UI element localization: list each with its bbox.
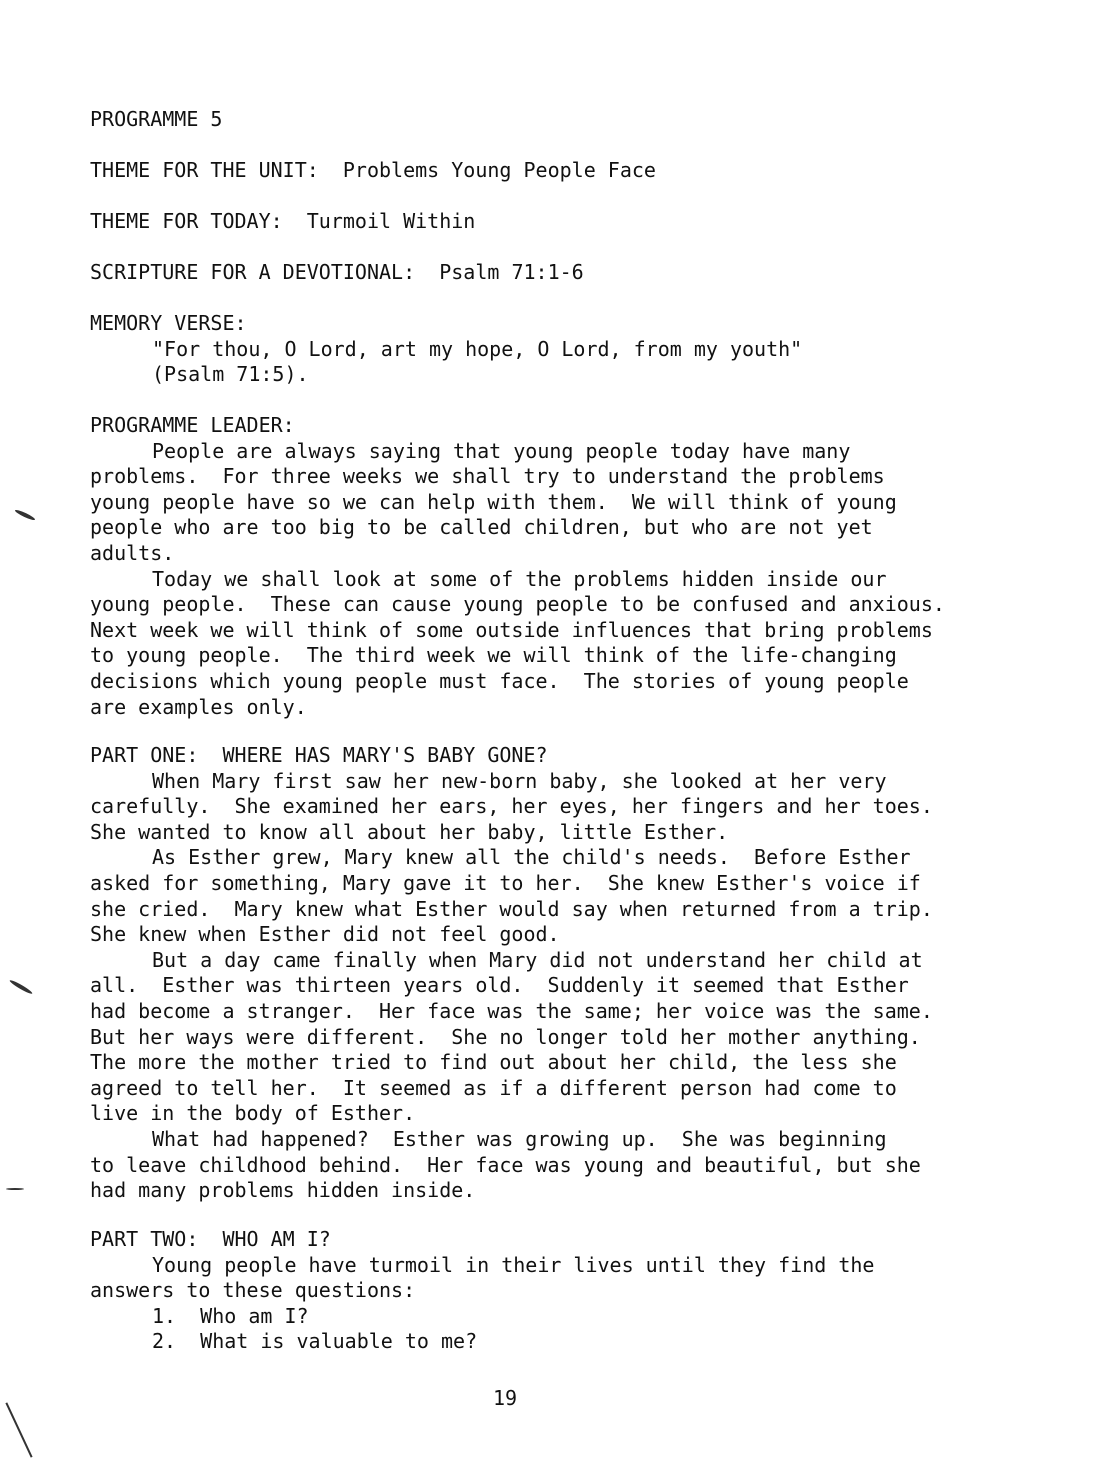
part-two-heading: PART TWO: WHO AM I?	[90, 1227, 331, 1251]
part-one	[90, 743, 990, 1204]
paragraph-line: people who are too big to be called children, but who are not yet	[90, 515, 873, 540]
paragraph-line: The more the mother tried to find out about her child, the less she	[90, 1050, 897, 1075]
scripture	[90, 260, 990, 286]
paragraph-line: Next week we will think of some outside influences that bring problems	[90, 617, 933, 642]
paragraph-line: She wanted to know all about her baby, little Esther.	[90, 819, 729, 844]
paragraph-line: People are always saying that young people today have many	[152, 438, 851, 463]
theme-today	[90, 209, 990, 235]
paragraph-line: had many problems hidden inside.	[90, 1178, 476, 1203]
paragraph-line: live in the body of Esther.	[90, 1101, 416, 1126]
paragraph-line: She knew when Esther did not feel good.	[90, 922, 560, 947]
paragraph-line: young people have so we can help with them. We will think of young	[90, 489, 897, 514]
list-item: 1. Who am I?	[152, 1303, 309, 1328]
paragraph-line: But her ways were different. She no longer told her mother anything.	[90, 1024, 921, 1049]
paragraph-line: asked for something, Mary gave it to her. She knew Esther's voice if	[90, 870, 921, 895]
paragraph-line: are examples only.	[90, 694, 307, 719]
paragraph-line: agreed to tell her. It seemed as if a different person had come to	[90, 1075, 897, 1100]
theme-today-label: THEME FOR TODAY:	[90, 209, 283, 233]
paragraph-line: answers to these questions:	[90, 1278, 416, 1303]
scan-mark	[6, 1188, 24, 1190]
paragraph-line: to leave childhood behind. Her face was young and beautiful, but she	[90, 1152, 921, 1177]
list-item: 2. What is valuable to me?	[152, 1329, 478, 1354]
memory-verse-label: MEMORY VERSE:	[90, 311, 247, 335]
part-two	[90, 1227, 990, 1355]
scan-mark	[9, 979, 34, 995]
leader-label: PROGRAMME LEADER:	[90, 413, 295, 437]
theme-unit-value: Problems Young People Face	[342, 158, 656, 182]
theme-unit-label: THEME FOR THE UNIT:	[90, 158, 319, 182]
page-number: 19	[492, 1386, 518, 1410]
paragraph-line: had become a stranger. Her face was the same; her voice was the same.	[90, 998, 933, 1023]
memory-verse-line: "For thou, O Lord, art my hope, O Lord, from my youth"	[152, 336, 803, 361]
paragraph-line: Young people have turmoil in their lives until they find the	[152, 1252, 875, 1277]
paragraph-line: she cried. Mary knew what Esther would say when returned from a trip.	[90, 896, 933, 921]
programme-leader	[90, 413, 990, 720]
scan-mark	[14, 509, 36, 522]
memory-verse	[90, 311, 990, 388]
part-one-heading: PART ONE: WHERE HAS MARY'S BABY GONE?	[90, 743, 548, 767]
paragraph-line: What had happened? Esther was growing up. She was beginning	[152, 1126, 887, 1151]
theme-unit	[90, 158, 990, 184]
paragraph-line: problems. For three weeks we shall try to understand the problems	[90, 464, 885, 489]
paragraph-line: all. Esther was thirteen years old. Suddenly it seemed that Esther	[90, 973, 909, 998]
scripture-value: Psalm 71:1-6	[439, 260, 584, 284]
memory-verse-line: (Psalm 71:5).	[152, 362, 309, 387]
paragraph-line: When Mary first saw her new-born baby, she looked at her very	[152, 768, 887, 793]
theme-today-value: Turmoil Within	[306, 209, 476, 233]
paragraph-line: young people. These can cause young people to be confused and anxious.	[90, 592, 945, 617]
programme-title	[90, 107, 990, 133]
scripture-label: SCRIPTURE FOR A DEVOTIONAL:	[90, 260, 416, 284]
paragraph-line: adults.	[90, 540, 175, 565]
paragraph-line: to young people. The third week we will think of the life-changing	[90, 643, 897, 668]
paragraph-line: carefully. She examined her ears, her eyes, her fingers and her toes.	[90, 794, 933, 819]
paragraph-line: As Esther grew, Mary knew all the child's needs. Before Esther	[152, 845, 911, 870]
paragraph-line: But a day came finally when Mary did not understand her child at	[152, 947, 923, 972]
programme-number: PROGRAMME 5	[90, 107, 223, 131]
paragraph-line: Today we shall look at some of the problems hidden inside our	[152, 566, 887, 591]
paragraph-line: decisions which young people must face. The stories of young people	[90, 668, 909, 693]
